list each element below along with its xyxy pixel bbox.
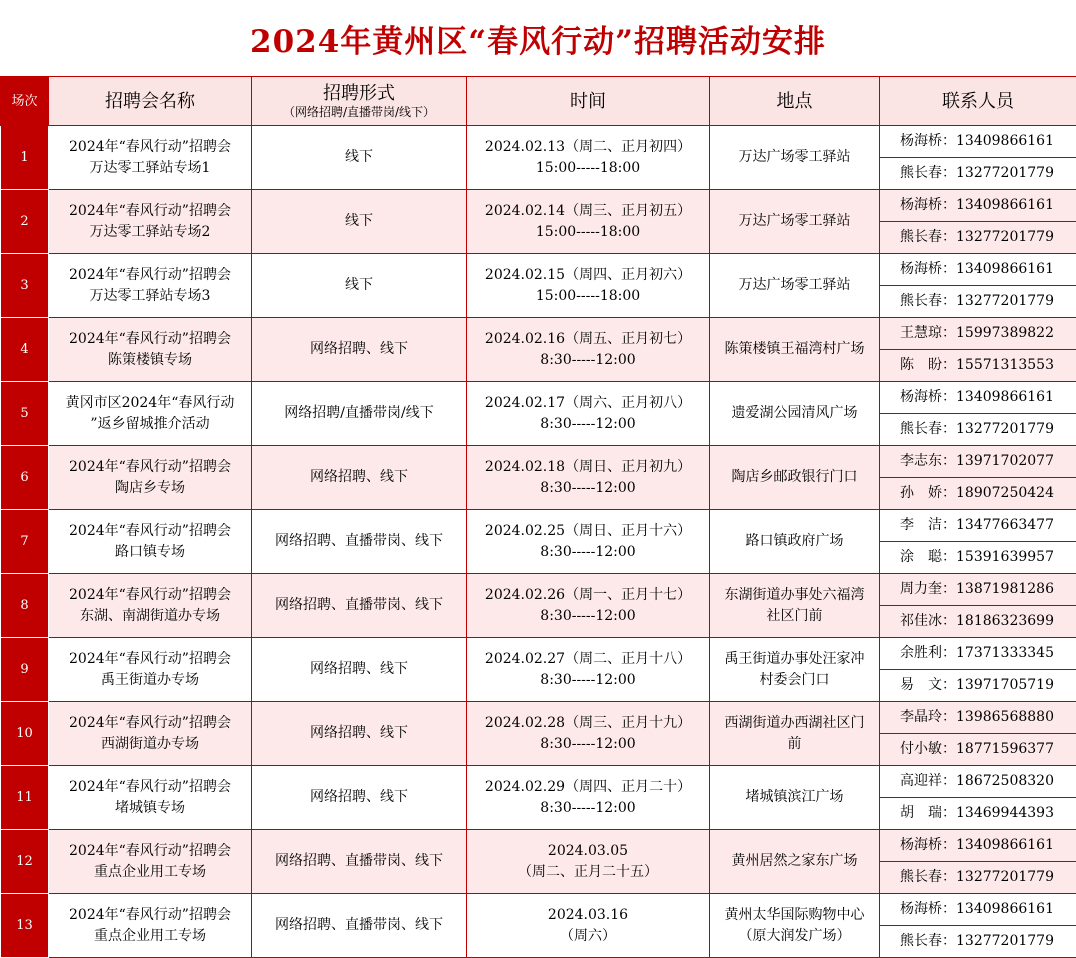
- recruit-form: 网络招聘、直播带岗、线下: [252, 830, 467, 894]
- contact-1: 周力奎：13871981286: [880, 574, 1076, 606]
- table-row: [1, 830, 1076, 862]
- table-row: [1, 254, 1076, 286]
- fair-name-line1: 2024年“春风行动”招聘会: [49, 265, 251, 286]
- fair-time-hours: 8:30-----12:00: [467, 478, 709, 499]
- fair-name: [49, 638, 252, 702]
- row-index: 6: [1, 446, 49, 510]
- fair-time-hours: 15:00-----18:00: [467, 158, 709, 179]
- table-row: [1, 702, 1076, 734]
- fair-place-line1: 堵城镇滨江广场: [710, 787, 879, 808]
- fair-time-date: 2024.02.13（周二、正月初四）: [467, 137, 709, 158]
- contact-1: 李晶玲：13986568880: [880, 702, 1076, 734]
- fair-name-line1: 2024年“春风行动”招聘会: [49, 585, 251, 606]
- fair-place-line1: 黄州太华国际购物中心: [710, 905, 879, 926]
- fair-place-line1: 路口镇政府广场: [710, 531, 879, 552]
- contact-1: 杨海桥：13409866161: [880, 894, 1076, 926]
- fair-place-line1: 遗爱湖公园清风广场: [710, 403, 879, 424]
- contact-2: 易 文：13971705719: [880, 670, 1076, 702]
- table-row: [1, 126, 1076, 158]
- contact-2: 陈 盼：15571313553: [880, 350, 1076, 382]
- row-index: 3: [1, 254, 49, 318]
- header-contact: 联系人员: [880, 77, 1076, 126]
- row-index: 8: [1, 574, 49, 638]
- fair-name: [49, 382, 252, 446]
- fair-name: [49, 766, 252, 830]
- contact-1: 杨海桥：13409866161: [880, 254, 1076, 286]
- fair-name: [49, 574, 252, 638]
- fair-time: [467, 830, 710, 894]
- header-form-label: 招聘形式: [252, 83, 466, 105]
- fair-time-hours: 8:30-----12:00: [467, 350, 709, 371]
- fair-name-line1: 2024年“春风行动”招聘会: [49, 329, 251, 350]
- fair-time-hours: 8:30-----12:00: [467, 542, 709, 563]
- fair-place: [710, 638, 880, 702]
- fair-name: [49, 318, 252, 382]
- contact-1: 王慧琼：15997389822: [880, 318, 1076, 350]
- page-title: 2024年黄州区“春风行动”招聘活动安排: [0, 0, 1076, 76]
- fair-name-line1: 2024年“春风行动”招聘会: [49, 905, 251, 926]
- fair-name-line2: 陶店乡专场: [49, 478, 251, 499]
- fair-time-date: 2024.02.26（周一、正月十七）: [467, 585, 709, 606]
- fair-name: [49, 894, 252, 958]
- fair-time-hours: 8:30-----12:00: [467, 798, 709, 819]
- fair-name-line1: 2024年“春风行动”招聘会: [49, 137, 251, 158]
- fair-name-line2: 万达零工驿站专场3: [49, 286, 251, 307]
- header-time: 时间: [467, 77, 710, 126]
- fair-place: [710, 766, 880, 830]
- contact-2: 熊长春：13277201779: [880, 222, 1076, 254]
- fair-name-line2: 东湖、南湖街道办专场: [49, 606, 251, 627]
- fair-name-line2: 重点企业用工专场: [49, 926, 251, 947]
- table-row: [1, 894, 1076, 926]
- fair-time-date: 2024.02.17（周六、正月初八）: [467, 393, 709, 414]
- fair-name-line2: 万达零工驿站专场1: [49, 158, 251, 179]
- fair-place: [710, 894, 880, 958]
- fair-time-hours: 8:30-----12:00: [467, 734, 709, 755]
- contact-2: 熊长春：13277201779: [880, 862, 1076, 894]
- fair-name-line1: 黄冈市区2024年“春风行动: [49, 393, 251, 414]
- fair-name: [49, 510, 252, 574]
- table-row: [1, 574, 1076, 606]
- fair-time-date: 2024.02.25（周日、正月十六）: [467, 521, 709, 542]
- contact-1: 李 洁：13477663477: [880, 510, 1076, 542]
- fair-name-line2: 西湖街道办专场: [49, 734, 251, 755]
- fair-place-line1: 西湖街道办西湖社区门: [710, 713, 879, 734]
- fair-time-date: 2024.03.16: [467, 905, 709, 926]
- table-row: [1, 510, 1076, 542]
- contact-2: 熊长春：13277201779: [880, 286, 1076, 318]
- table-row: [1, 318, 1076, 350]
- fair-time: [467, 510, 710, 574]
- contact-2: 熊长春：13277201779: [880, 414, 1076, 446]
- fair-name: [49, 702, 252, 766]
- fair-name-line2: ”返乡留城推介活动: [49, 414, 251, 435]
- fair-time: [467, 318, 710, 382]
- fair-place-line1: 万达广场零工驿站: [710, 147, 879, 168]
- fair-time: [467, 574, 710, 638]
- fair-name: [49, 830, 252, 894]
- fair-place-line2: 前: [710, 734, 879, 755]
- fair-name-line1: 2024年“春风行动”招聘会: [49, 201, 251, 222]
- fair-name: [49, 126, 252, 190]
- fair-name-line2: 万达零工驿站专场2: [49, 222, 251, 243]
- row-index: 10: [1, 702, 49, 766]
- recruit-form: 网络招聘、线下: [252, 702, 467, 766]
- recruit-form: 网络招聘、线下: [252, 446, 467, 510]
- fair-time-date: 2024.02.14（周三、正月初五）: [467, 201, 709, 222]
- fair-time: [467, 894, 710, 958]
- fair-time-date: 2024.02.27（周二、正月十八）: [467, 649, 709, 670]
- fair-place-line2: 村委会门口: [710, 670, 879, 691]
- fair-name-line1: 2024年“春风行动”招聘会: [49, 713, 251, 734]
- contact-2: 熊长春：13277201779: [880, 158, 1076, 190]
- row-index: 4: [1, 318, 49, 382]
- fair-place: [710, 446, 880, 510]
- fair-name-line1: 2024年“春风行动”招聘会: [49, 457, 251, 478]
- recruit-form: 线下: [252, 190, 467, 254]
- contact-1: 杨海桥：13409866161: [880, 126, 1076, 158]
- fair-time: [467, 190, 710, 254]
- row-index: 11: [1, 766, 49, 830]
- fair-name-line1: 2024年“春风行动”招聘会: [49, 777, 251, 798]
- fair-place: [710, 318, 880, 382]
- fair-time: [467, 702, 710, 766]
- fair-time-date: 2024.02.28（周三、正月十九）: [467, 713, 709, 734]
- fair-name-line2: 禹王街道办专场: [49, 670, 251, 691]
- header-index: 场次: [1, 77, 49, 126]
- fair-time: [467, 254, 710, 318]
- table-row: [1, 382, 1076, 414]
- fair-place: [710, 126, 880, 190]
- fair-place-line1: 陈策楼镇王福湾村广场: [710, 339, 879, 360]
- table-row: [1, 638, 1076, 670]
- header-form-sub: （网络招聘/直播带岗/线下）: [252, 105, 466, 119]
- fair-place-line1: 陶店乡邮政银行门口: [710, 467, 879, 488]
- fair-place: [710, 702, 880, 766]
- header-place: 地点: [710, 77, 880, 126]
- table-header-row: [1, 77, 1076, 126]
- fair-time-hours: 8:30-----12:00: [467, 606, 709, 627]
- fair-place: [710, 830, 880, 894]
- fair-name-line1: 2024年“春风行动”招聘会: [49, 521, 251, 542]
- header-name: 招聘会名称: [49, 77, 252, 126]
- row-index: 9: [1, 638, 49, 702]
- fair-time-hours: 15:00-----18:00: [467, 286, 709, 307]
- recruit-form: 网络招聘、线下: [252, 318, 467, 382]
- recruit-form: 网络招聘、直播带岗、线下: [252, 894, 467, 958]
- fair-time: [467, 446, 710, 510]
- fair-time: [467, 766, 710, 830]
- contact-2: 孙 娇：18907250424: [880, 478, 1076, 510]
- fair-name-line2: 路口镇专场: [49, 542, 251, 563]
- fair-time-date: 2024.03.05: [467, 841, 709, 862]
- fair-name-line1: 2024年“春风行动”招聘会: [49, 841, 251, 862]
- fair-name-line2: 重点企业用工专场: [49, 862, 251, 883]
- row-index: 7: [1, 510, 49, 574]
- fair-name: [49, 446, 252, 510]
- header-form: [252, 77, 467, 126]
- contact-2: 涂 聪：15391639957: [880, 542, 1076, 574]
- contact-1: 李志东：13971702077: [880, 446, 1076, 478]
- contact-1: 杨海桥：13409866161: [880, 382, 1076, 414]
- fair-name-line2: 堵城镇专场: [49, 798, 251, 819]
- fair-time-hours: 8:30-----12:00: [467, 414, 709, 435]
- fair-place-line2: 社区门前: [710, 606, 879, 627]
- fair-time-hours: （周二、正月二十五）: [467, 862, 709, 883]
- contact-1: 杨海桥：13409866161: [880, 830, 1076, 862]
- recruit-form: 线下: [252, 254, 467, 318]
- row-index: 1: [1, 126, 49, 190]
- fair-name-line1: 2024年“春风行动”招聘会: [49, 649, 251, 670]
- table-row: [1, 446, 1076, 478]
- fair-time-date: 2024.02.16（周五、正月初七）: [467, 329, 709, 350]
- schedule-table: [0, 76, 1076, 958]
- recruit-form: 网络招聘、线下: [252, 638, 467, 702]
- recruit-form: 网络招聘/直播带岗/线下: [252, 382, 467, 446]
- table-row: [1, 190, 1076, 222]
- fair-place: [710, 254, 880, 318]
- contact-1: 高迎祥：18672508320: [880, 766, 1076, 798]
- recruit-form: 网络招聘、直播带岗、线下: [252, 574, 467, 638]
- fair-time: [467, 382, 710, 446]
- contact-2: 胡 瑞：13469944393: [880, 798, 1076, 830]
- fair-time: [467, 638, 710, 702]
- row-index: 2: [1, 190, 49, 254]
- fair-time-hours: 15:00-----18:00: [467, 222, 709, 243]
- fair-place: [710, 190, 880, 254]
- contact-2: 付小敏：18771596377: [880, 734, 1076, 766]
- recruit-form: 线下: [252, 126, 467, 190]
- fair-place-line1: 禹王街道办事处汪家冲: [710, 649, 879, 670]
- fair-place-line1: 万达广场零工驿站: [710, 275, 879, 296]
- contact-1: 杨海桥：13409866161: [880, 190, 1076, 222]
- contact-1: 余胜利：17371333345: [880, 638, 1076, 670]
- fair-place-line1: 万达广场零工驿站: [710, 211, 879, 232]
- fair-time-date: 2024.02.29（周四、正月二十）: [467, 777, 709, 798]
- row-index: 13: [1, 894, 49, 958]
- recruit-form: 网络招聘、线下: [252, 766, 467, 830]
- fair-place: [710, 382, 880, 446]
- contact-2: 祁佳冰：18186323699: [880, 606, 1076, 638]
- row-index: 12: [1, 830, 49, 894]
- contact-2: 熊长春：13277201779: [880, 926, 1076, 958]
- fair-place: [710, 574, 880, 638]
- fair-time: [467, 126, 710, 190]
- fair-time-date: 2024.02.18（周日、正月初九）: [467, 457, 709, 478]
- fair-name: [49, 190, 252, 254]
- fair-time-date: 2024.02.15（周四、正月初六）: [467, 265, 709, 286]
- fair-place-line1: 黄州居然之家东广场: [710, 851, 879, 872]
- fair-time-hours: （周六）: [467, 926, 709, 947]
- fair-name-line2: 陈策楼镇专场: [49, 350, 251, 371]
- fair-place: [710, 510, 880, 574]
- fair-place-line1: 东湖街道办事处六福湾: [710, 585, 879, 606]
- recruit-form: 网络招聘、直播带岗、线下: [252, 510, 467, 574]
- fair-name: [49, 254, 252, 318]
- fair-place-line2: （原大润发广场）: [710, 926, 879, 947]
- fair-time-hours: 8:30-----12:00: [467, 670, 709, 691]
- table-row: [1, 766, 1076, 798]
- row-index: 5: [1, 382, 49, 446]
